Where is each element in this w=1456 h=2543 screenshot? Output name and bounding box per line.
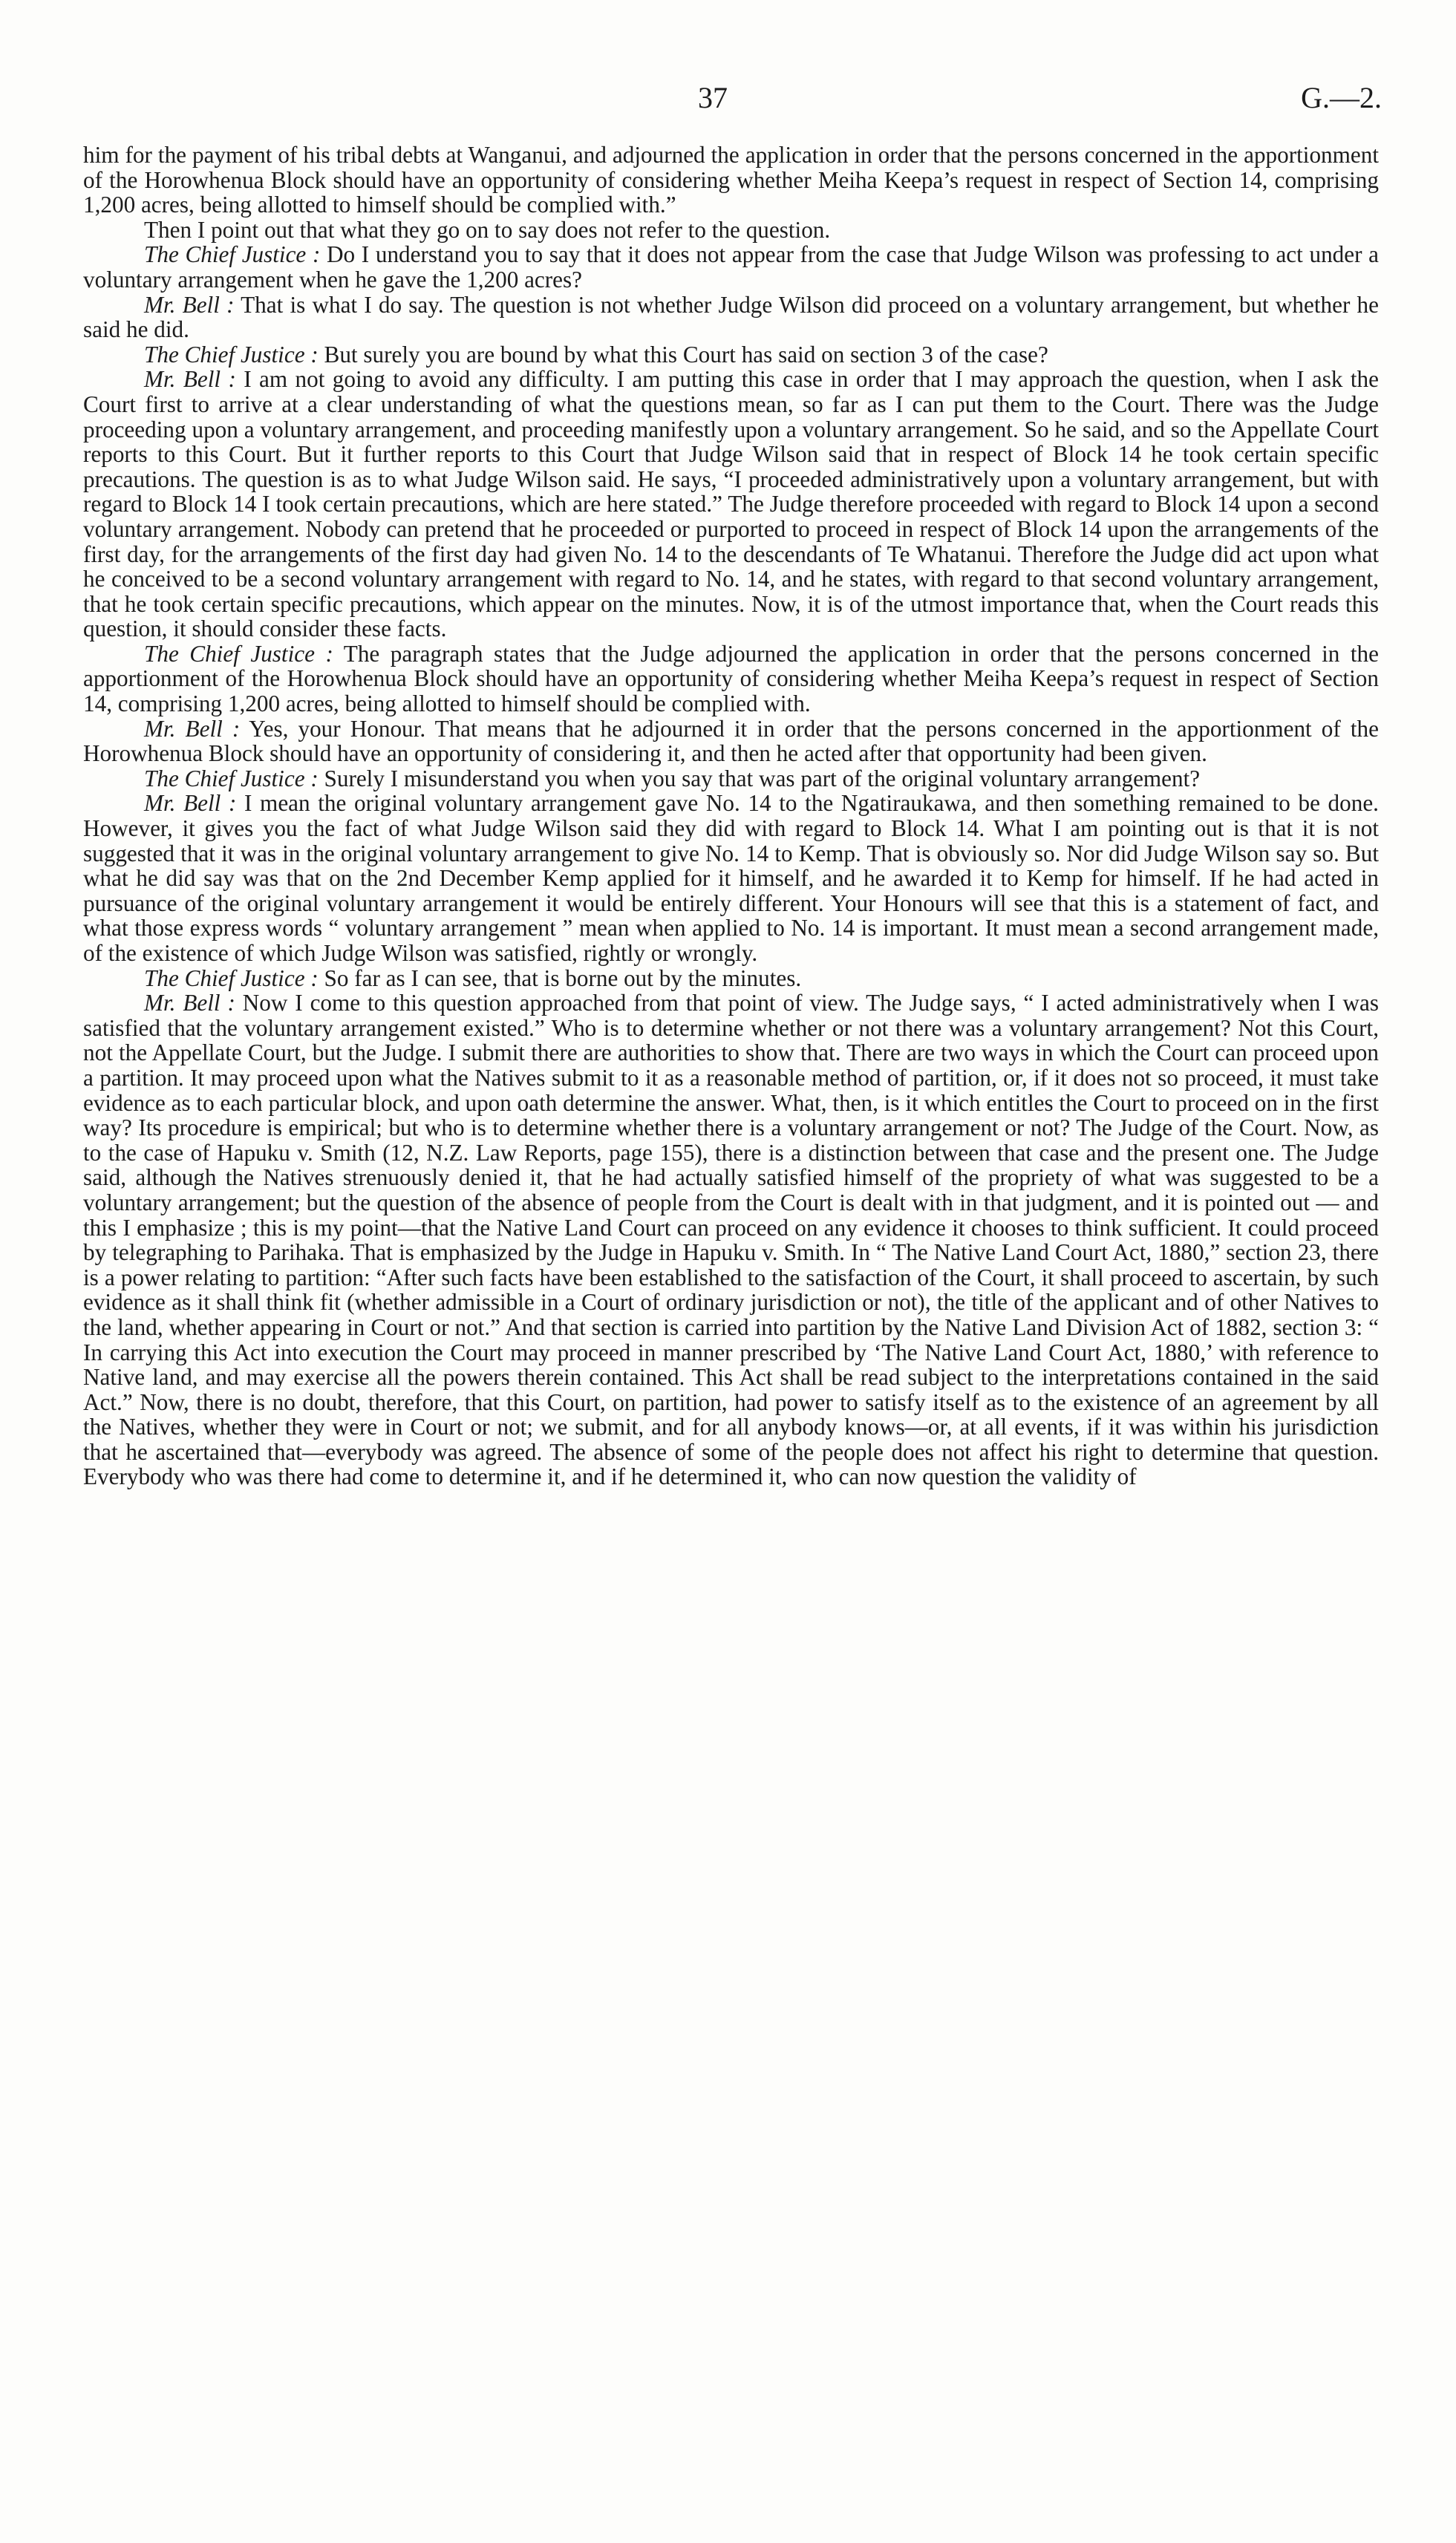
paragraph bbox=[83, 367, 1379, 642]
body-text bbox=[83, 143, 1379, 1489]
paragraph bbox=[83, 990, 1379, 1489]
paragraph-text: Now I come to this question approached from that point of view. The Judge says, “ I acted administratively when I was satisfied that the voluntary arrangement existed.” Who is to determine whether or not there was a voluntary arrangement? Not this Court, not the Appellate Court, but the Judge. I submit there are authorities to show that. There are two ways in which the Court can proceed upon a partition. It may proceed upon what the Natives submit to it as a reasonable method of partition, or, if it does not so proceed, it must take evidence as to each particular block, and upon oath determine the answer. What, then, is it which entitles the Court to proceed on in the first way? Its procedure is empirical; but who is to determine whether there is a voluntary arrangement or not? The Judge of the Court. Now, as to the case of Hapuku v. Smith (12, N.Z. Law Reports, page 155), there is a distinction between that case and the present one. The Judge said, although the Natives strenuously denied it, that he had actually satisfied himself of the propriety of what was suggested to be a voluntary arrangement; but the question of the absence of people from the Court is dealt with in that judgment, and it is pointed out — and this I emphasize ; this is my point—that the Native Land Court can proceed on any evidence it chooses to think sufficient. It could proceed by telegraphing to Parihaka. That is emphasized by the Judge in Hapuku v. Smith. In “ The Native Land Court Act, 1880,” section 23, there is a power relating to partition: “After such facts have been established to the satisfaction of the Court, it shall proceed to ascertain, by such evidence as it shall think fit (whether admissible in a Court of ordinary jurisdiction or not), the title of the applicant and of other Natives to the land, whether appearing in Court or not.” And that section is carried into partition by the Native Land Division Act of 1882, section 3: “ In carrying this Act into execution the Court may proceed in manner prescribed by ‘The Native Land Court Act, 1880,’ with reference to Native land, and may exercise all the powers therein contained. This Act shall be read subject to the interpretations contained in the said Act.” Now, there is no doubt, therefore, that this Court, on partition, had power to satisfy itself as to the existence of an agreement by all the Natives, whether they were in Court or not; we submit, and for all anybody knows—or, at all events, if it was within his jurisdiction that he ascertained that—everybody was agreed. The absence of some of the people does not affect his right to determine that question. Everybody who was there had come to determine it, and if he determined it, who can now question the validity of bbox=[83, 990, 1379, 1490]
paragraph-text: I am not going to avoid any difficulty. I am putting this case in order that I may approach the question, when I ask the Court first to arrive at a clear understanding of what the questions mean, so far as I can put them to the Court. There was the Judge proceeding upon a voluntary arrangement, and proceeding manifestly upon a voluntary arrangement. So he said, and so the Appellate Court reports to this Court. But it further reports to this Court that Judge Wilson said that in respect of Block 14 he took certain specific precautions. The question is as to what Judge Wilson said. He says, “I proceeded administratively upon a voluntary arrangement, but with regard to Block 14 I took certain precautions, which are here stated.” The Judge therefore proceeded with regard to Block 14 upon a second voluntary arrangement. Nobody can pretend that he proceeded or purported to proceed in respect of Block 14 upon the arrangements of the first day, for the arrangements of the first day had given No. 14 to the descendants of Te Whatanui. Therefore the Judge did act upon what he conceived to be a second voluntary arrangement with regard to No. 14, and he states, with regard to that second voluntary arrangement, that he took certain specific precautions, which appear on the minutes. Now, it is of the utmost importance that, when the Court reads this question, it should consider these facts. bbox=[83, 366, 1379, 642]
speaker-label: The Chief Justice : bbox=[144, 765, 319, 791]
paragraph bbox=[83, 766, 1379, 791]
paragraph bbox=[83, 716, 1379, 766]
speaker-label: The Chief Justice : bbox=[144, 964, 319, 991]
paragraph-text: Surely I misunderstand you when you say that was part of the original voluntary arrangement? bbox=[318, 765, 1201, 791]
document-reference: G.—2. bbox=[1301, 81, 1382, 114]
speaker-label: The Chief Justice : bbox=[144, 241, 321, 268]
paragraph bbox=[83, 293, 1379, 342]
paragraph-text: Then I point out that what they go on to say does not refer to the question. bbox=[144, 216, 831, 243]
paragraph bbox=[83, 966, 1379, 991]
paragraph-text: The paragraph states that the Judge adjourned the application in order that the persons concerned in the apportionment of the Horowhenua Block should have an opportunity of considering whether Meiha Keepa’s request in respect of Section 14, comprising 1,200 acres, being allotted to himself should be complied with. bbox=[83, 640, 1379, 717]
paragraph bbox=[83, 342, 1379, 368]
paragraph-text: Yes, your Honour. That means that he adjourned it in order that the persons concerned in the apportionment of the Horowhenua Block should have an opportunity of considering it, and then he acted after that opportunity had been given. bbox=[83, 715, 1379, 767]
speaker-label: The Chief Justice : bbox=[144, 341, 319, 368]
paragraph-text: Do I understand you to say that it does not appear from the case that Judge Wilson was professing to act under a voluntary arrangement when he gave the 1,200 acres? bbox=[83, 241, 1379, 293]
page-number: 37 bbox=[698, 81, 728, 114]
paragraph-text: So far as I can see, that is borne out by the minutes. bbox=[318, 964, 802, 991]
paragraph bbox=[83, 218, 1379, 243]
speaker-label: Mr. Bell : bbox=[144, 790, 237, 817]
speaker-label: Mr. Bell : bbox=[144, 291, 235, 318]
speaker-label: Mr. Bell : bbox=[144, 366, 236, 393]
paragraph-text: That is what I do say. The question is not whether Judge Wilson did proceed on a voluntary arrangement, but whether he said he did. bbox=[83, 291, 1379, 343]
page-header bbox=[0, 80, 1456, 125]
speaker-label: Mr. Bell : bbox=[144, 990, 235, 1016]
paragraph bbox=[83, 242, 1379, 292]
speaker-label: The Chief Justice : bbox=[144, 640, 333, 667]
paragraph-text: But surely you are bound by what this Court has said on section 3 of the case? bbox=[318, 341, 1048, 368]
speaker-label: Mr. Bell : bbox=[144, 715, 241, 742]
paragraph bbox=[83, 143, 1379, 218]
paragraph bbox=[83, 791, 1379, 965]
paragraph-text: I mean the original voluntary arrangement gave No. 14 to the Ngatiraukawa, and then something remained to be done. However, it gives you the fact of what Judge Wilson said they did with regard to Block 14. What I am pointing out is that it is not suggested that it was in the original voluntary arrangement to give No. 14 to Kemp. That is obviously so. Nor did Judge Wilson say so. But what he did say was that on the 2nd December Kemp applied for it himself, and he awarded it to Kemp for himself. If he had acted in pursuance of the original voluntary arrangement it would be entirely different. Your Honours will see that this is a statement of fact, and what those express words “ voluntary arrangement ” mean when applied to No. 14 is important. It must mean a second arrangement made, of the existence of which Judge Wilson was satisfied, rightly or wrongly. bbox=[83, 790, 1379, 966]
paragraph bbox=[83, 642, 1379, 716]
paragraph-text: him for the payment of his tribal debts at Wanganui, and adjourned the application in order that the persons concerned in the apportionment of the Horowhenua Block should have an opportunity of considering whether Meiha Keepa’s request in respect of Section 14, comprising 1,200 acres, being allotted to himself should be complied with.” bbox=[83, 142, 1379, 218]
